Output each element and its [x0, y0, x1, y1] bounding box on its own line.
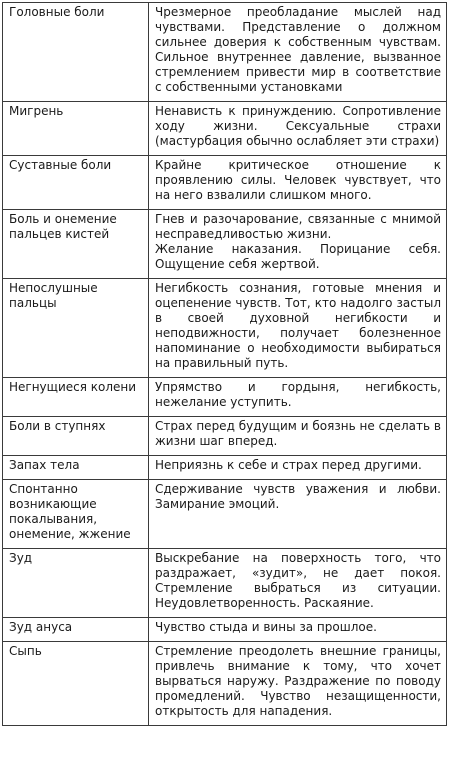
table-row: [3, 618, 447, 642]
description-paragraph: Выскребание на поверхность того, что раздражает, «зудит», не дает покоя. Стремление выбраться из ситуации. Неудовлетворенность. Раскаяние.: [155, 551, 441, 610]
table-body: [3, 3, 447, 726]
description-paragraph: Гнев и разочарование, связанные с мнимой несправедливостью жизни.: [155, 212, 441, 241]
symptom-cell: Непослушные пальцы: [3, 279, 149, 378]
description-cell: [149, 642, 447, 726]
description-paragraph: Страх перед будущим и боязнь не сделать в жизни шаг вперед.: [155, 419, 441, 448]
symptom-cell: Головные боли: [3, 3, 149, 102]
symptom-cell: Мигрень: [3, 102, 149, 156]
description-cell: [149, 618, 447, 642]
table-row: [3, 102, 447, 156]
table-row: [3, 279, 447, 378]
table-row: [3, 642, 447, 726]
description-cell: [149, 417, 447, 456]
description-paragraph: Упрямство и гордыня, негибкость, нежелание уступить.: [155, 380, 441, 409]
table-row: [3, 3, 447, 102]
symptom-cell: Сыпь: [3, 642, 149, 726]
table-row: [3, 417, 447, 456]
description-cell: [149, 549, 447, 618]
symptom-cell: Зуд ануса: [3, 618, 149, 642]
description-cell: [149, 102, 447, 156]
table-row: [3, 549, 447, 618]
description-cell: [149, 210, 447, 279]
description-paragraph: Ненависть к принуждению. Сопротивление ходу жизни. Сексуальные страхи (мастурбация обычно ослабляет эти страхи): [155, 104, 441, 148]
description-cell: [149, 279, 447, 378]
symptom-cell: Боли в ступнях: [3, 417, 149, 456]
description-paragraph: Стремление преодолеть внешние границы, привлечь внимание к тому, что хочет вырваться наружу. Раздражение по поводу промедлений. Чувство незащищенности, открытость для нападения.: [155, 644, 441, 718]
description-cell: [149, 156, 447, 210]
description-paragraph: Желание наказания. Порицание себя. Ощущение себя жертвой.: [155, 242, 441, 271]
table-row: [3, 480, 447, 549]
description-paragraph: Неприязнь к себе и страх перед другими.: [155, 458, 422, 472]
table-row: [3, 210, 447, 279]
symptom-cell: Негнущиеся колени: [3, 378, 149, 417]
symptom-cell: Спонтанно возникающие покалывания, онемение, жжение: [3, 480, 149, 549]
table-row: [3, 156, 447, 210]
description-cell: [149, 480, 447, 549]
table-row: [3, 378, 447, 417]
description-paragraph: Чувство стыда и вины за прошлое.: [155, 620, 377, 634]
symptom-cell: Боль и онемение пальцев кистей: [3, 210, 149, 279]
description-paragraph: Негибкость сознания, готовые мнения и оцепенение чувств. Тот, кто надолго застыл в своей духовной негибкости и неподвижности, получает болезненное напоминание о необходимости выбираться на правильный путь.: [155, 281, 441, 370]
table-row: [3, 456, 447, 480]
description-paragraph: Крайне критическое отношение к проявлению силы. Человек чувствует, что на него взвалили слишком много.: [155, 158, 441, 202]
symptoms-table: [2, 2, 447, 726]
description-paragraph: Сдерживание чувств уважения и любви. Замирание эмоций.: [155, 482, 441, 511]
description-cell: [149, 3, 447, 102]
symptom-cell: Запах тела: [3, 456, 149, 480]
description-cell: [149, 378, 447, 417]
symptom-cell: Зуд: [3, 549, 149, 618]
symptom-cell: Суставные боли: [3, 156, 149, 210]
description-paragraph: Чрезмерное преобладание мыслей над чувствами. Представление о должном сильнее доверия к собственным чувствам. Сильное внутреннее давление, вызванное стремлением привести мир в соответствие с собственными установками: [155, 5, 441, 94]
description-cell: [149, 456, 447, 480]
